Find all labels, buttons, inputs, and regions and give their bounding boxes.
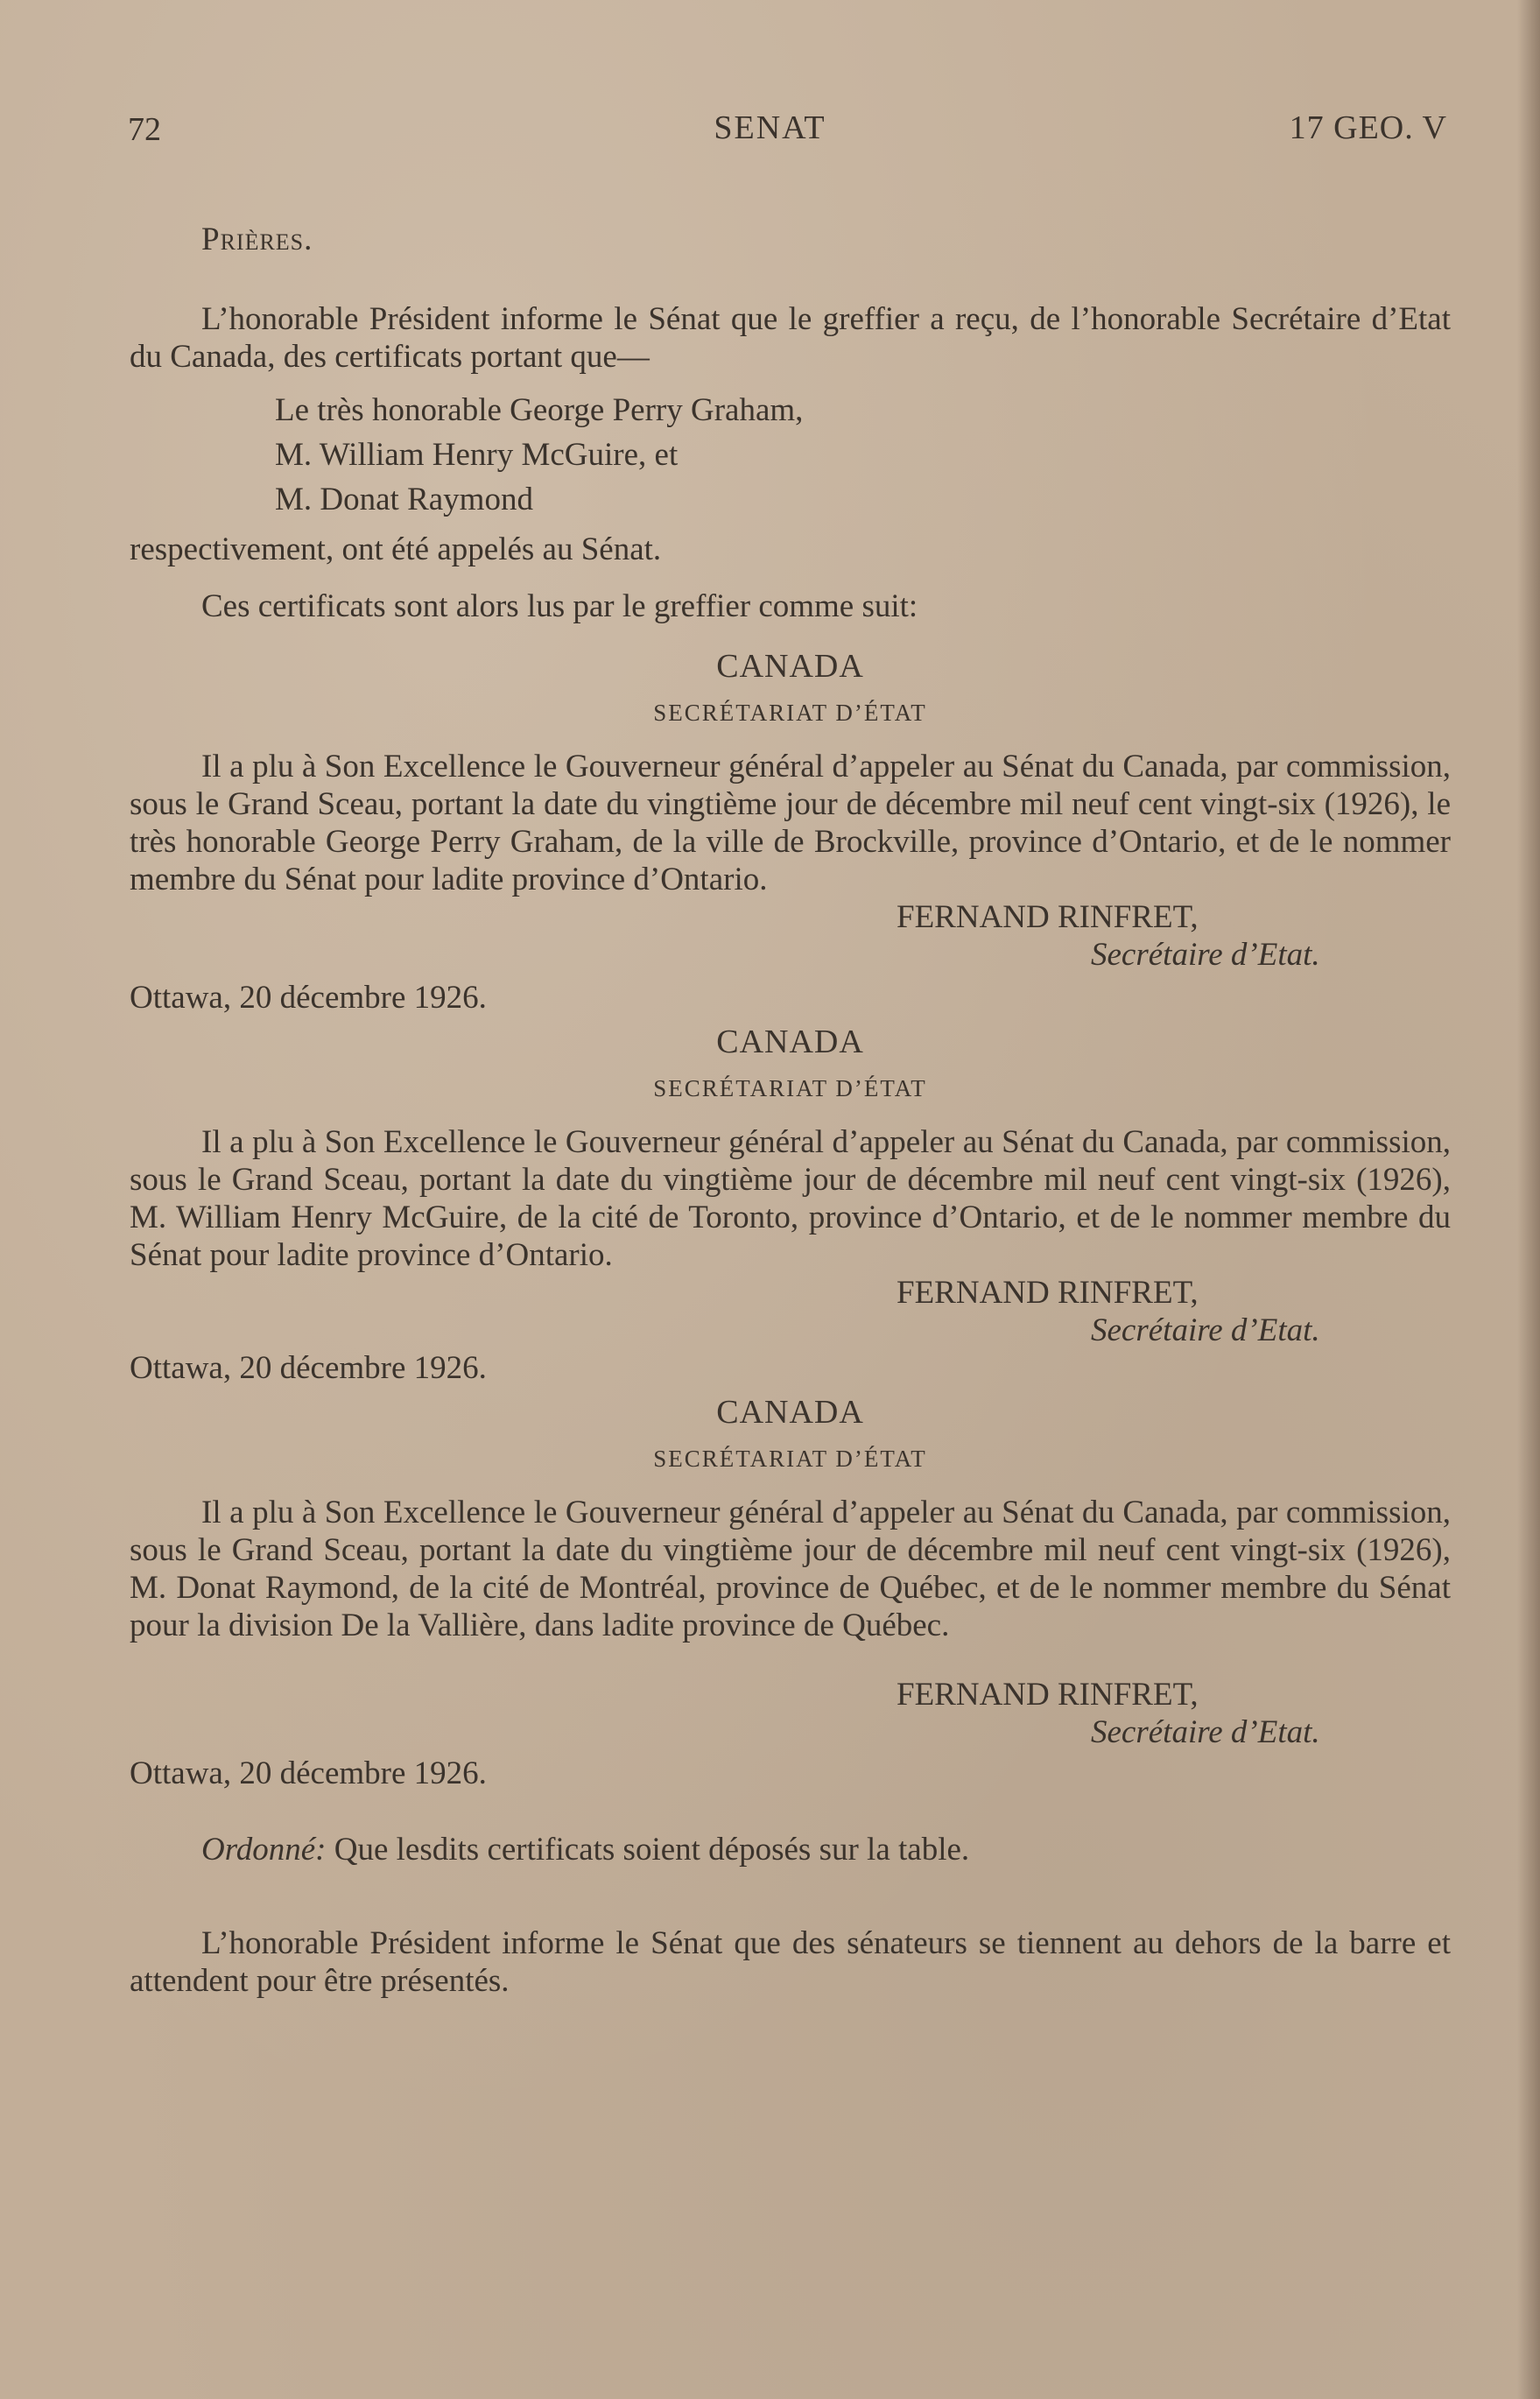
- appointee-name: M. William Henry McGuire, et: [275, 437, 679, 473]
- order-paragraph: [130, 1831, 1451, 1868]
- intro-paragraph: L’honorable Président informe le Sénat que le greffier a reçu, de l’honorable Secrétaire d’Etat du Canada, des certificats portant que—: [130, 301, 1451, 375]
- certificate-heading: CANADA: [716, 648, 864, 685]
- certificate-subheading: SECRÉTARIAT D’ÉTAT: [653, 700, 927, 726]
- certificate-subheading: SECRÉTARIAT D’ÉTAT: [653, 1446, 927, 1472]
- certificate-date: Ottawa, 20 décembre 1926.: [130, 1350, 487, 1386]
- page-number: 72: [128, 111, 161, 148]
- appointee-name: M. Donat Raymond: [275, 482, 533, 517]
- order-label: Ordonné:: [201, 1832, 327, 1868]
- read-line: Ces certificats sont alors lus par le greffier comme suit:: [201, 588, 918, 624]
- certificate-heading: CANADA: [716, 1024, 864, 1060]
- certificate: [130, 1024, 1451, 1387]
- regnal-year: 17 GEO. V: [1289, 109, 1447, 146]
- closing-paragraph: L’honorable Président informe le Sénat que des sénateurs se tiennent au dehors de la barre et attendent pour être présentés.: [130, 1925, 1451, 1999]
- signature-title: Secrétaire d’Etat.: [1091, 937, 1320, 973]
- certificate-body: Il a plu à Son Excellence le Gouverneur général d’appeler au Sénat du Canada, par commission, sous le Grand Sceau, portant la date du vingtième jour de décembre mil neuf cent vingt-six (1926), le très honorable George Perry Graham, de la ville de Brockville, province d’Ontario, et de le nommer membre du Sénat pour ladite province d’Ontario.: [130, 749, 1451, 897]
- certificate-body: Il a plu à Son Excellence le Gouverneur général d’appeler au Sénat du Canada, par commission, sous le Grand Sceau, portant la date du vingtième jour de décembre mil neuf cent vingt-six (1926), M. William Henry McGuire, de la cité de Toronto, province d’Ontario, et de le nommer membre du Sénat pour ladite province d’Ontario.: [130, 1124, 1451, 1273]
- signature: FERNAND RINFRET,: [897, 1275, 1199, 1311]
- signature-title: Secrétaire d’Etat.: [1091, 1714, 1320, 1750]
- certificate-date: Ottawa, 20 décembre 1926.: [130, 1755, 487, 1791]
- page-edge-shadow: [1517, 0, 1540, 2399]
- page-content: [130, 221, 1451, 2000]
- order-text: Que lesdits certificats soient déposés sur la table.: [334, 1832, 970, 1868]
- certificate-date: Ottawa, 20 décembre 1926.: [130, 980, 487, 1016]
- after-names-line: respectivement, ont été appelés au Sénat.: [130, 531, 662, 567]
- signature: FERNAND RINFRET,: [897, 899, 1199, 935]
- appointee-name: Le très honorable George Perry Graham,: [275, 392, 804, 428]
- certificate-heading: CANADA: [716, 1394, 864, 1431]
- appointee-list: [275, 388, 1451, 522]
- prayers-heading: Prières.: [201, 222, 313, 257]
- running-title: SENAT: [714, 109, 826, 146]
- signature: FERNAND RINFRET,: [897, 1677, 1199, 1713]
- certificate-subheading: SECRÉTARIAT D’ÉTAT: [653, 1075, 927, 1101]
- signature-title: Secrétaire d’Etat.: [1091, 1312, 1320, 1348]
- certificate-body: Il a plu à Son Excellence le Gouverneur général d’appeler au Sénat du Canada, par commission, sous le Grand Sceau, portant la date du vingtième jour de décembre mil neuf cent vingt-six (1926), M. Donat Raymond, de la cité de Montréal, province de Québec, et de le nommer membre du Sénat pour la division De la Vallière, dans ladite province de Québec.: [130, 1495, 1451, 1643]
- certificate: [130, 1394, 1451, 1792]
- certificate: [130, 648, 1451, 1017]
